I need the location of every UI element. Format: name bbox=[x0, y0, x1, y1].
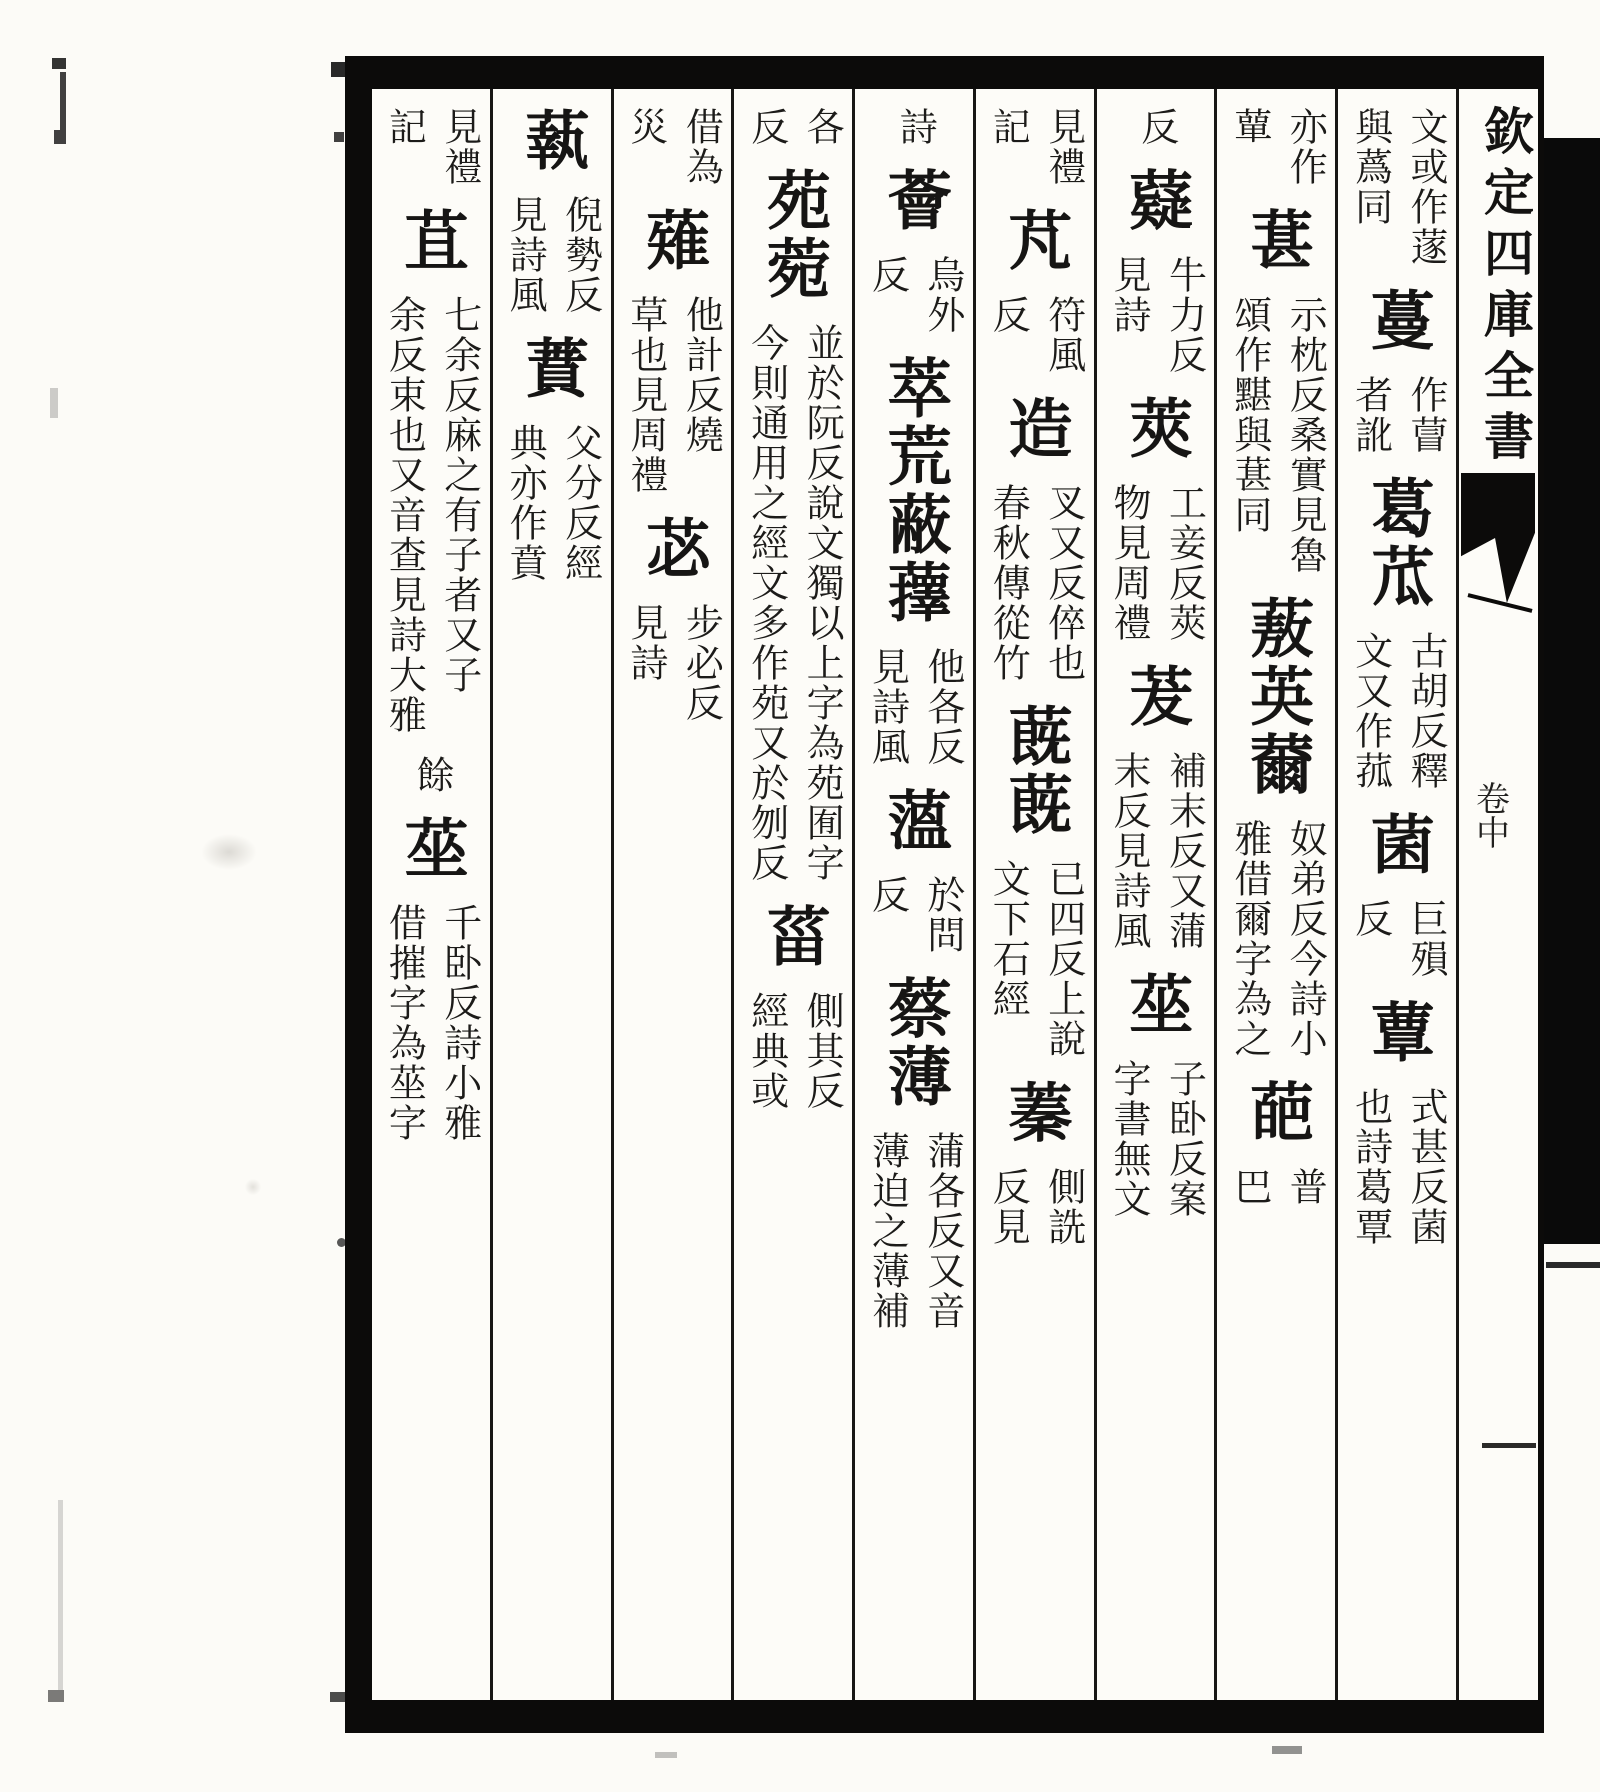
annotation-right-column: 詩 bbox=[893, 107, 936, 147]
headword: 蔓 bbox=[1361, 287, 1433, 355]
annotation-right-column: 於問 bbox=[920, 875, 963, 955]
scan-artifact bbox=[330, 1692, 346, 1702]
headword: 蕈 bbox=[1361, 999, 1433, 1067]
annotation-left-column: 見詩風 bbox=[865, 647, 908, 767]
annotation-left-column: 反 bbox=[865, 875, 908, 915]
annotation bbox=[860, 255, 968, 335]
annotation bbox=[1343, 375, 1451, 455]
annotation bbox=[498, 195, 606, 315]
scan-artifact bbox=[60, 72, 66, 130]
scan-artifact bbox=[1272, 1746, 1302, 1754]
annotation-right-column: 他各反 bbox=[920, 647, 963, 767]
annotation-right-column: 反 bbox=[1134, 107, 1177, 147]
headword: 蔡薄 bbox=[878, 975, 950, 1111]
binding-band-line bbox=[1546, 1262, 1600, 1268]
fold-mark-tail bbox=[1467, 593, 1532, 613]
annotation-left-column: 頌作黮與葚同 bbox=[1227, 295, 1270, 535]
headword: 蓻 bbox=[516, 107, 588, 175]
headword: 薙 bbox=[637, 207, 709, 275]
annotation bbox=[981, 295, 1089, 375]
annotation bbox=[739, 107, 847, 147]
annotation-right-column: 補末反又蒲 bbox=[1162, 751, 1205, 951]
annotation bbox=[1343, 107, 1451, 267]
binding-band bbox=[1544, 138, 1600, 1244]
headword: 薿 bbox=[1120, 167, 1192, 235]
page-title: 欽定四庫全書 bbox=[1477, 105, 1533, 471]
annotation-right-column: 烏外 bbox=[920, 255, 963, 335]
annotation bbox=[618, 107, 726, 187]
annotation bbox=[377, 107, 485, 187]
annotation bbox=[1343, 1087, 1451, 1247]
annotation-left-column: 文下石經 bbox=[986, 859, 1029, 1019]
annotation-right-column: 式甚反菌 bbox=[1404, 1087, 1447, 1247]
text-column-5 bbox=[852, 89, 973, 1700]
annotation bbox=[860, 647, 968, 767]
annotation bbox=[1343, 899, 1451, 979]
headword: 苴 bbox=[395, 207, 467, 275]
annotation-left-column: 今則通用之經文多作苑又於刎反 bbox=[744, 323, 787, 883]
annotation bbox=[1102, 255, 1210, 375]
annotation-right-column: 作萺 bbox=[1404, 375, 1447, 455]
scan-artifact bbox=[58, 1500, 63, 1690]
headword: 萃荒蔽蘀 bbox=[878, 355, 950, 627]
annotation-right-column: 叉又反倅也 bbox=[1041, 483, 1084, 683]
text-column-4 bbox=[973, 89, 1094, 1700]
headword: 蔜英薾 bbox=[1241, 595, 1313, 799]
annotation-right-column: 文或作蓫 bbox=[1404, 107, 1447, 267]
headword: 苑菀 bbox=[757, 167, 829, 303]
headword: 蓁 bbox=[999, 1079, 1071, 1147]
headword: 莝 bbox=[395, 815, 467, 883]
headword: 薈 bbox=[878, 167, 950, 235]
annotation-right-column: 符風 bbox=[1041, 295, 1084, 375]
annotation-right-column: 千卧反詩小雅 bbox=[437, 903, 480, 1143]
annotation-left-column: 見詩 bbox=[1107, 255, 1150, 335]
annotation-right-column: 普 bbox=[1283, 1167, 1326, 1207]
annotation-left-column: 字書無文 bbox=[1107, 1059, 1150, 1219]
headword: 莢 bbox=[1120, 395, 1192, 463]
headword: 葚 bbox=[1241, 207, 1313, 275]
annotation bbox=[1102, 483, 1210, 643]
headword: 葩 bbox=[1241, 1079, 1313, 1147]
annotation-left-column: 雅借爾字為之 bbox=[1227, 819, 1270, 1059]
annotation-left-column: 見詩風 bbox=[503, 195, 546, 315]
annotation bbox=[1343, 631, 1451, 791]
volume-label: 卷中 bbox=[1470, 781, 1508, 849]
annotation-left-column: 災 bbox=[623, 107, 666, 147]
annotation bbox=[981, 107, 1089, 187]
text-column-9 bbox=[372, 89, 490, 1700]
headword: 蔇蔇 bbox=[999, 703, 1071, 839]
annotation-right-column: 並於阮反說文獨以上字為苑囿字 bbox=[800, 323, 843, 883]
annotation-left-column: 者訛 bbox=[1348, 375, 1391, 455]
annotation bbox=[1129, 107, 1181, 147]
annotation-right-column: 牛力反 bbox=[1162, 255, 1205, 375]
annotation bbox=[888, 107, 940, 147]
annotation bbox=[739, 323, 847, 883]
annotation bbox=[377, 903, 485, 1143]
annotation-right-column: 各 bbox=[800, 107, 843, 147]
annotation-right-column: 倪勢反 bbox=[558, 195, 601, 315]
annotation bbox=[981, 859, 1089, 1059]
annotation-right-column: 見禮 bbox=[1041, 107, 1084, 187]
annotation bbox=[405, 755, 457, 795]
annotation-left-column: 見詩 bbox=[623, 603, 666, 683]
annotation-left-column: 反 bbox=[865, 255, 908, 295]
annotation-right-column: 子卧反案 bbox=[1162, 1059, 1205, 1219]
text-column-8 bbox=[490, 89, 611, 1700]
annotation-left-column: 余反束也又音查見詩大雅 bbox=[382, 295, 425, 735]
text-column-2 bbox=[1214, 89, 1335, 1700]
headword: 苾 bbox=[637, 515, 709, 583]
headword: 莝 bbox=[1120, 971, 1192, 1039]
headword: 菑 bbox=[757, 903, 829, 971]
annotation-right-column: 餘 bbox=[410, 755, 453, 795]
annotation-left-column: 物見周禮 bbox=[1107, 483, 1150, 643]
scan-artifact bbox=[334, 132, 344, 142]
annotation-right-column: 父分反經 bbox=[558, 423, 601, 583]
annotation-right-column: 步必反 bbox=[679, 603, 722, 723]
annotation bbox=[1222, 1167, 1330, 1207]
annotation-right-column: 奴弟反今詩小 bbox=[1283, 819, 1326, 1059]
title-column bbox=[1456, 89, 1538, 1700]
annotation bbox=[739, 991, 847, 1111]
annotation bbox=[1102, 751, 1210, 951]
text-column-1 bbox=[1335, 89, 1456, 1700]
pencil-smudge bbox=[242, 1176, 264, 1198]
annotation-left-column: 與蔿同 bbox=[1348, 107, 1391, 227]
headword: 造 bbox=[999, 395, 1071, 463]
annotation-left-column: 反 bbox=[1348, 899, 1391, 939]
fold-mark-icon bbox=[1461, 473, 1535, 603]
annotation bbox=[498, 423, 606, 583]
annotation bbox=[860, 875, 968, 955]
annotation-left-column: 蕇 bbox=[1227, 107, 1270, 147]
headword: 蕡 bbox=[516, 335, 588, 403]
text-columns bbox=[372, 89, 1538, 1700]
annotation-right-column: 他計反燒 bbox=[679, 295, 722, 455]
annotation-right-column: 亦作 bbox=[1283, 107, 1326, 187]
annotation-left-column: 末反見詩風 bbox=[1107, 751, 1150, 951]
annotation-left-column: 反見 bbox=[986, 1167, 1029, 1247]
annotation-left-column: 巴 bbox=[1227, 1167, 1270, 1207]
annotation bbox=[1102, 1059, 1210, 1219]
scan-artifact bbox=[54, 130, 66, 144]
scan-artifact bbox=[50, 388, 58, 418]
annotation-left-column: 草也見周禮 bbox=[623, 295, 666, 495]
annotation-right-column: 示枕反桑實見魯 bbox=[1283, 295, 1326, 575]
annotation-left-column: 記 bbox=[382, 107, 425, 147]
pencil-smudge bbox=[192, 828, 266, 876]
headword: 薀 bbox=[878, 787, 950, 855]
annotation-left-column: 文又作菰 bbox=[1348, 631, 1391, 791]
annotation bbox=[981, 1167, 1089, 1247]
scan-artifact bbox=[655, 1752, 677, 1758]
annotation-right-column: 工妾反莢 bbox=[1162, 483, 1205, 643]
annotation bbox=[618, 603, 726, 723]
text-column-6 bbox=[731, 89, 852, 1700]
annotation-right-column: 見禮 bbox=[437, 107, 480, 187]
annotation-left-column: 借摧字為莝字 bbox=[382, 903, 425, 1143]
annotation-left-column: 也詩葛覃 bbox=[1348, 1087, 1391, 1247]
annotation-left-column: 典亦作賁 bbox=[503, 423, 546, 583]
annotation bbox=[860, 1131, 968, 1331]
text-column-7 bbox=[611, 89, 732, 1700]
annotation-left-column: 春秋傳從竹 bbox=[986, 483, 1029, 683]
scan-artifact bbox=[48, 1690, 64, 1702]
headword: 芃 bbox=[999, 207, 1071, 275]
annotation-right-column: 七余反麻之有子者又子 bbox=[437, 295, 480, 695]
annotation bbox=[377, 295, 485, 735]
scan-artifact bbox=[52, 58, 66, 69]
annotation-left-column: 記 bbox=[986, 107, 1029, 147]
annotation bbox=[1222, 295, 1330, 575]
column-rule-mark bbox=[1482, 1443, 1536, 1448]
annotation-right-column: 已四反上說 bbox=[1041, 859, 1084, 1059]
annotation-right-column: 巨殞 bbox=[1404, 899, 1447, 979]
annotation bbox=[1222, 819, 1330, 1059]
annotation-left-column: 反 bbox=[744, 107, 787, 147]
annotation-right-column: 借為 bbox=[679, 107, 722, 187]
annotation-right-column: 蒲各反又音 bbox=[920, 1131, 963, 1331]
annotation-right-column: 側其反 bbox=[800, 991, 843, 1111]
annotation bbox=[1222, 107, 1330, 187]
headword: 菌 bbox=[1361, 811, 1433, 879]
text-column-3 bbox=[1094, 89, 1215, 1700]
annotation-right-column: 側詵 bbox=[1041, 1167, 1084, 1247]
annotation bbox=[981, 483, 1089, 683]
annotation-left-column: 薄迫之薄補 bbox=[865, 1131, 908, 1331]
annotation-left-column: 經典或 bbox=[744, 991, 787, 1111]
headword: 葛苽 bbox=[1361, 475, 1433, 611]
headword: 茇 bbox=[1120, 663, 1192, 731]
annotation-left-column: 反 bbox=[986, 295, 1029, 335]
text-frame bbox=[345, 56, 1544, 1733]
annotation bbox=[618, 295, 726, 495]
annotation-right-column: 古胡反釋 bbox=[1404, 631, 1447, 791]
